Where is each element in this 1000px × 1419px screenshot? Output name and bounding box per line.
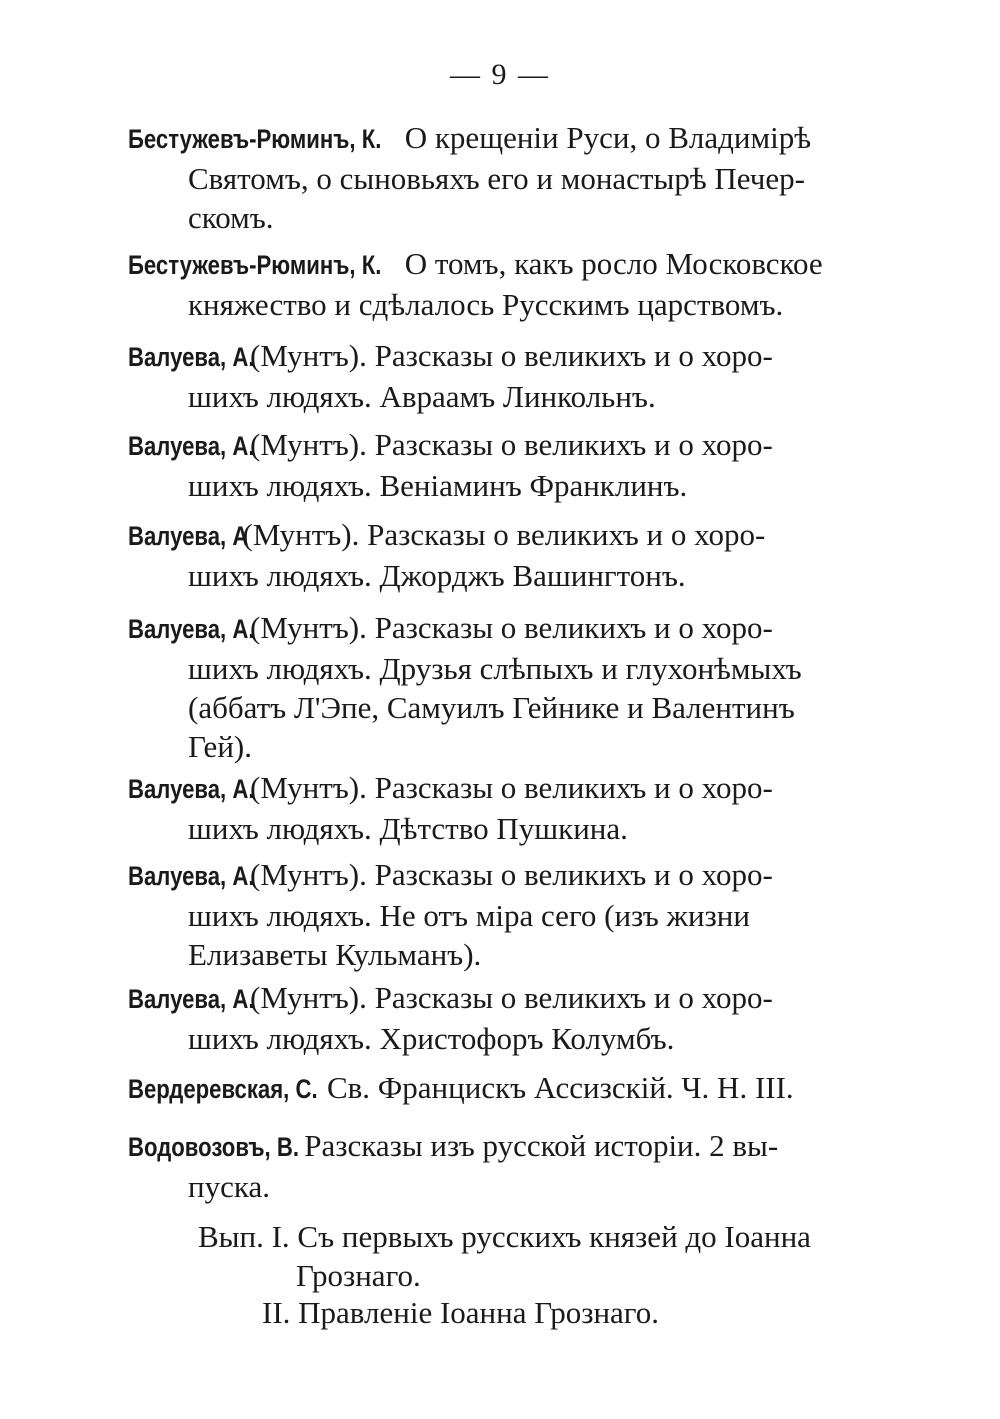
entry-author: Валуева, А. xyxy=(128,774,255,804)
entry-text: (Мунтъ). Разсказы о великихъ и о хоро- xyxy=(250,427,773,462)
bibliography-entry xyxy=(128,118,878,237)
bibliography-entry xyxy=(128,855,878,974)
entry-author: Валуева, А. xyxy=(128,342,255,372)
entry-text: шихъ людяхъ. Джорджъ Вашингтонъ. xyxy=(188,558,686,593)
bibliography-entry xyxy=(128,515,878,595)
issue-one-continuation: Грознаго. xyxy=(296,1258,421,1293)
entry-text: (Мунтъ). Разсказы о великихъ и о хоро- xyxy=(250,980,773,1015)
entry-text: (Мунтъ). Разсказы о великихъ и о хоро- xyxy=(250,610,773,645)
bibliography-entry xyxy=(128,1068,878,1109)
entry-text: шихъ людяхъ. Христофоръ Колумбъ. xyxy=(188,1021,675,1056)
entry-author: Валуева, А xyxy=(128,521,249,551)
entry-author: Валуева, А. xyxy=(128,614,255,644)
entry-author: Вердеревская, С. xyxy=(128,1074,318,1104)
bibliography-entry xyxy=(128,336,878,416)
entry-text: шихъ людяхъ. Друзья слѣпыхъ и глухонѣмыхъ xyxy=(188,651,802,686)
entry-author: Бестужевъ-Рюминъ, К. xyxy=(128,250,382,280)
entry-text: О крещенiи Руси, о Владимiрѣ xyxy=(404,120,812,155)
entry-text: шихъ людяхъ. Не отъ мiра сего (изъ жизни xyxy=(188,898,750,933)
entry-text: (Мунтъ). Разсказы о великихъ и о хоро- xyxy=(250,338,773,373)
entry-text: шихъ людяхъ. Авраамъ Линкольнъ. xyxy=(188,379,656,414)
entry-author: Бестужевъ-Рюминъ, К. xyxy=(128,124,382,154)
bibliography-entry xyxy=(128,978,878,1058)
page-number: — 9 — xyxy=(450,58,550,91)
entry-text: Святомъ, о сыновьяхъ его и монастырѣ Печер- xyxy=(188,161,805,196)
issue-one: Вып. I. Съ первыхъ русскихъ князей до Іоанна xyxy=(198,1219,811,1254)
bibliography-entry xyxy=(128,608,878,766)
entry-text: (аббатъ Л'Эпе, Самуилъ Гейнике и Валентинъ xyxy=(188,690,795,725)
entry-text: Елизаветы Кульманъ). xyxy=(188,937,482,972)
bibliography-entry xyxy=(128,425,878,505)
bibliography-entry xyxy=(128,1126,878,1206)
entry-text: О томъ, какъ росло Московское xyxy=(404,246,823,281)
entry-text: Гей). xyxy=(188,729,252,764)
bibliography-entry xyxy=(128,768,878,848)
entry-author: Валуева, А. xyxy=(128,984,255,1014)
entry-text: (Мунтъ). Разсказы о великихъ и о хоро- xyxy=(250,770,773,805)
entry-text: шихъ людяхъ. Дѣтство Пушкина. xyxy=(188,811,628,846)
entry-author: Водовозовъ, В. xyxy=(128,1132,299,1162)
entry-author: Валуева, А. xyxy=(128,861,255,891)
issue-two: II. Правленіе Іоанна Грознаго. xyxy=(262,1295,659,1330)
entry-text: (Мунтъ). Разсказы о великихъ и о хоро- xyxy=(242,517,766,552)
entry-text: пуска. xyxy=(188,1169,270,1204)
entry-text: Разсказы изъ русской исторіи. 2 вы- xyxy=(304,1128,779,1163)
entry-text: княжество и сдѣлалось Русскимъ царствомъ. xyxy=(188,287,784,322)
entry-text: скомъ. xyxy=(188,200,274,235)
entry-text: (Мунтъ). Разсказы о великихъ и о хоро- xyxy=(250,857,773,892)
entry-text: Св. Францискъ Ассизскій. Ч. Н. III. xyxy=(326,1070,794,1105)
entry-text: шихъ людяхъ. Веніаминъ Франклинъ. xyxy=(188,468,688,503)
entry-author: Валуева, А. xyxy=(128,431,255,461)
bibliography-entry xyxy=(128,244,878,324)
